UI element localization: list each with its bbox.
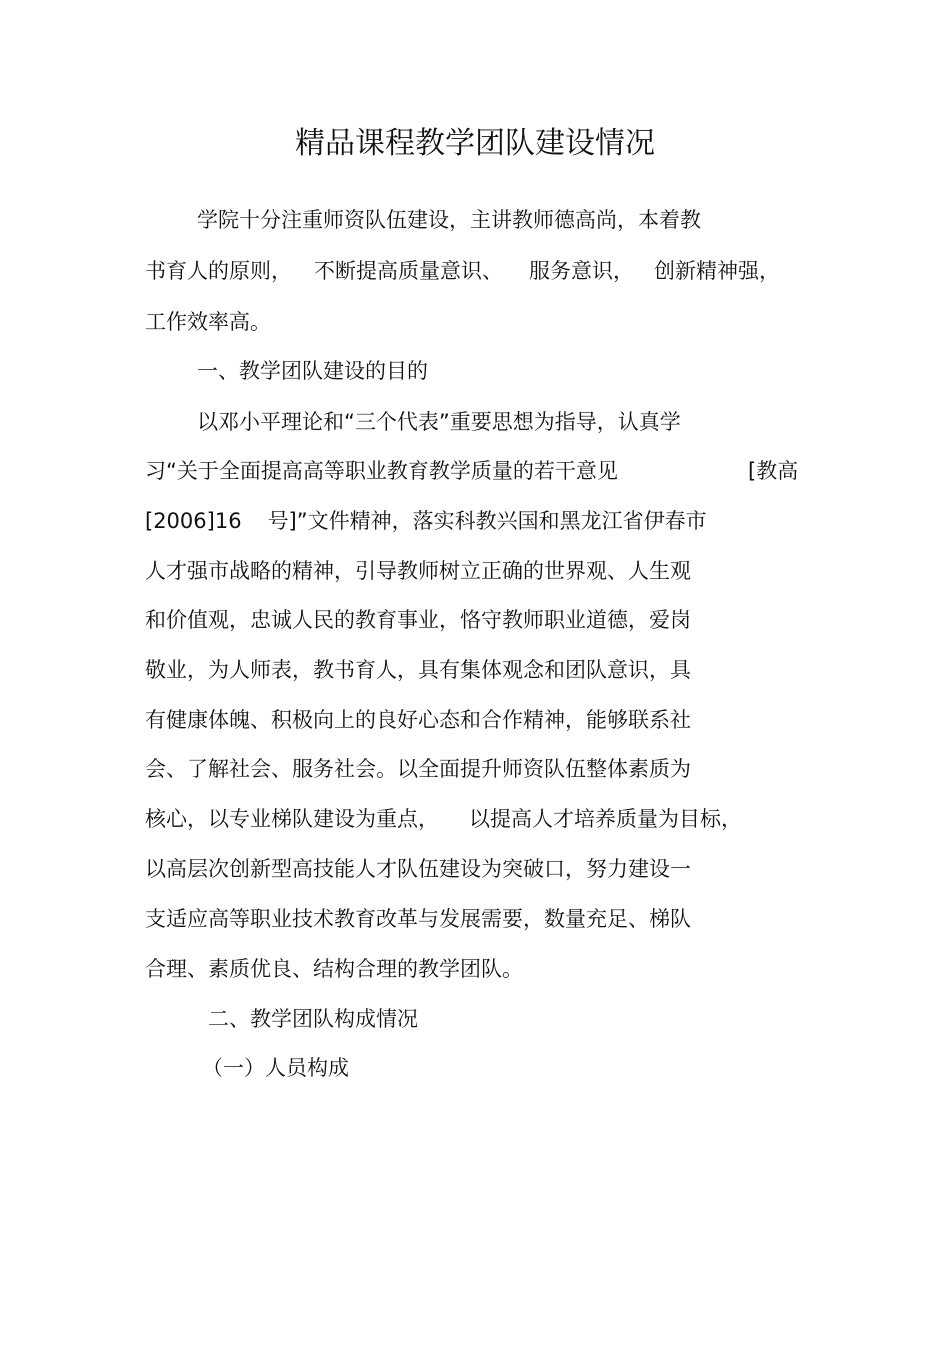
text-segment: [2006]16	[145, 509, 242, 533]
section-heading: 二、教学团队构成情况	[208, 1007, 418, 1031]
text-segment: 不断提高质量意识、	[314, 259, 503, 283]
paragraph-line: 以邓小平理论和“三个代表”重要思想为指导，认真学	[197, 410, 681, 434]
paragraph-line: 敬业，为人师表，教书育人，具有集体观念和团队意识，具	[145, 658, 691, 682]
text-segment: 以提高人才培养质量为目标，	[469, 807, 742, 831]
text-segment: 创新精神强，	[654, 259, 780, 283]
paragraph-line	[145, 256, 780, 286]
text-segment: 书育人的原则，	[145, 259, 292, 283]
paragraph-line: 有健康体魄、积极向上的良好心态和合作精神，能够联系社	[145, 708, 691, 732]
section-heading: 一、教学团队建设的目的	[197, 359, 428, 383]
text-segment: [教高	[748, 459, 799, 483]
document-title: 精品课程教学团队建设情况	[295, 126, 655, 161]
paragraph-line: 合理、素质优良、结构合理的教学团队。	[145, 957, 523, 981]
subsection-heading: （一）人员构成	[202, 1056, 349, 1080]
paragraph-line: 和价值观，忠诚人民的教育事业，恪守教师职业道德，爱岗	[145, 608, 691, 632]
text-segment: 服务意识，	[529, 259, 634, 283]
paragraph-line: 工作效率高。	[145, 310, 271, 334]
paragraph-line	[145, 506, 707, 536]
paragraph-line: 学院十分注重师资队伍建设，主讲教师德高尚，本着教	[197, 208, 701, 232]
paragraph-line: 以高层次创新型高技能人才队伍建设为突破口，努力建设一	[145, 857, 691, 881]
paragraph-line	[145, 804, 742, 834]
paragraph-line	[145, 456, 799, 486]
paragraph-line: 支适应高等职业技术教育改革与发展需要，数量充足、梯队	[145, 907, 691, 931]
paragraph-line: 会、了解社会、服务社会。以全面提升师资队伍整体素质为	[145, 757, 691, 781]
text-segment: 习“关于全面提高高等职业教育教学质量的若干意见	[145, 459, 618, 483]
paragraph-line: 人才强市战略的精神，引导教师树立正确的世界观、人生观	[145, 559, 691, 583]
text-segment: 核心，以专业梯队建设为重点，	[145, 807, 439, 831]
text-segment: 号]”文件精神，落实科教兴国和黑龙江省伊春市	[267, 509, 707, 533]
